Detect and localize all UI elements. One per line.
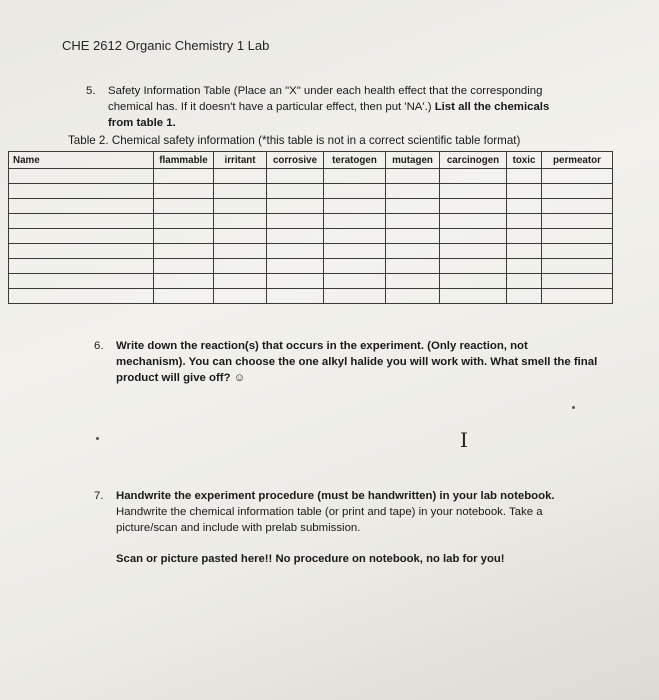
table-cell bbox=[267, 259, 324, 274]
question-6-number: 6. bbox=[94, 340, 104, 352]
table-cell bbox=[214, 229, 267, 244]
text-cursor-icon: I bbox=[460, 428, 468, 452]
question-7 bbox=[94, 488, 616, 536]
table-cell bbox=[507, 229, 542, 244]
table-cell bbox=[386, 169, 440, 184]
table-cell bbox=[9, 184, 154, 199]
question-7-line3: picture/scan and include with prelab submission. bbox=[116, 522, 361, 534]
table-cell bbox=[9, 229, 154, 244]
table-cell bbox=[267, 169, 324, 184]
table-cell bbox=[267, 184, 324, 199]
table-cell bbox=[214, 214, 267, 229]
question-6-line1: Write down the reaction(s) that occurs in the experiment. (Only reaction, not bbox=[116, 340, 528, 352]
col-header-permeator: permeator bbox=[542, 152, 613, 169]
table-caption: Table 2. Chemical safety information (*this table is not in a correct scientific table format) bbox=[68, 134, 521, 147]
question-5 bbox=[86, 83, 608, 131]
table-cell bbox=[507, 169, 542, 184]
table-cell bbox=[214, 289, 267, 304]
table-cell bbox=[9, 244, 154, 259]
table-cell bbox=[214, 259, 267, 274]
table-cell bbox=[154, 274, 214, 289]
table-cell bbox=[507, 289, 542, 304]
safety-table bbox=[8, 151, 613, 304]
table-cell bbox=[440, 259, 507, 274]
table-cell bbox=[507, 184, 542, 199]
table-cell bbox=[507, 199, 542, 214]
col-header-flammable: flammable bbox=[154, 152, 214, 169]
table-cell bbox=[9, 169, 154, 184]
question-7-line1: Handwrite the experiment procedure (must be handwritten) in your lab notebook. bbox=[116, 490, 555, 502]
question-6-line2: mechanism). You can choose the one alkyl halide you will work with. What smell the final bbox=[116, 356, 598, 368]
paper-speck bbox=[572, 406, 575, 409]
table-cell bbox=[9, 214, 154, 229]
table-row bbox=[9, 229, 613, 244]
table-cell bbox=[440, 169, 507, 184]
table-cell bbox=[542, 229, 613, 244]
table-cell bbox=[440, 274, 507, 289]
table-row bbox=[9, 244, 613, 259]
table-cell bbox=[386, 274, 440, 289]
col-header-toxic: toxic bbox=[507, 152, 542, 169]
table-row bbox=[9, 184, 613, 199]
table-cell bbox=[440, 214, 507, 229]
question-7-number: 7. bbox=[94, 490, 104, 502]
table-cell bbox=[154, 244, 214, 259]
table-cell bbox=[440, 229, 507, 244]
table-cell bbox=[440, 244, 507, 259]
table-cell bbox=[324, 169, 386, 184]
table-row bbox=[9, 214, 613, 229]
table-cell bbox=[9, 289, 154, 304]
table-cell bbox=[386, 244, 440, 259]
table-cell bbox=[507, 244, 542, 259]
table-cell bbox=[542, 214, 613, 229]
table-cell bbox=[154, 259, 214, 274]
table-row bbox=[9, 259, 613, 274]
table-cell bbox=[386, 259, 440, 274]
course-header: CHE 2612 Organic Chemistry 1 Lab bbox=[62, 38, 270, 53]
table-cell bbox=[542, 184, 613, 199]
table-cell bbox=[386, 289, 440, 304]
table-cell bbox=[507, 259, 542, 274]
table-cell bbox=[214, 184, 267, 199]
col-header-carcinogen: carcinogen bbox=[440, 152, 507, 169]
table-cell bbox=[267, 229, 324, 244]
table-cell bbox=[267, 289, 324, 304]
table-cell bbox=[440, 184, 507, 199]
table-cell bbox=[542, 289, 613, 304]
table-header-row bbox=[9, 152, 613, 169]
table-cell bbox=[154, 214, 214, 229]
table-cell bbox=[542, 259, 613, 274]
table-cell bbox=[386, 214, 440, 229]
table-cell bbox=[154, 169, 214, 184]
table-cell bbox=[154, 199, 214, 214]
question-5-line2 bbox=[108, 99, 608, 115]
table-cell bbox=[542, 199, 613, 214]
table-cell bbox=[386, 199, 440, 214]
table-row bbox=[9, 274, 613, 289]
table-cell bbox=[542, 244, 613, 259]
table-cell bbox=[154, 184, 214, 199]
table-row bbox=[9, 199, 613, 214]
table-cell bbox=[324, 289, 386, 304]
paper-speck bbox=[96, 437, 99, 440]
scan-note: Scan or picture pasted here!! No procedure on notebook, no lab for you! bbox=[116, 553, 505, 565]
table-cell bbox=[214, 169, 267, 184]
table-cell bbox=[542, 169, 613, 184]
table-cell bbox=[214, 199, 267, 214]
table-cell bbox=[324, 274, 386, 289]
table-cell bbox=[9, 274, 154, 289]
table-cell bbox=[324, 229, 386, 244]
question-5-number: 5. bbox=[86, 85, 96, 97]
question-5-line1: Safety Information Table (Place an "X" under each health effect that the corresponding bbox=[108, 85, 543, 97]
col-header-irritant: irritant bbox=[214, 152, 267, 169]
table-cell bbox=[9, 259, 154, 274]
table-cell bbox=[154, 229, 214, 244]
table-cell bbox=[386, 184, 440, 199]
table-row bbox=[9, 169, 613, 184]
table-row bbox=[9, 289, 613, 304]
col-header-name: Name bbox=[9, 152, 154, 169]
question-5-line2-bold: List all the chemicals bbox=[434, 101, 550, 113]
table-cell bbox=[324, 259, 386, 274]
table-cell bbox=[324, 244, 386, 259]
table-cell bbox=[324, 199, 386, 214]
table-cell bbox=[267, 244, 324, 259]
table-cell bbox=[9, 199, 154, 214]
col-header-corrosive: corrosive bbox=[267, 152, 324, 169]
table-cell bbox=[542, 274, 613, 289]
table-cell bbox=[154, 289, 214, 304]
table-cell bbox=[507, 214, 542, 229]
question-6 bbox=[94, 338, 616, 386]
question-5-line3: from table 1. bbox=[108, 117, 176, 129]
table-cell bbox=[507, 274, 542, 289]
question-7-line2: Handwrite the chemical information table (or print and tape) in your notebook. Take a bbox=[116, 506, 543, 518]
table-cell bbox=[386, 229, 440, 244]
table-cell bbox=[440, 199, 507, 214]
question-6-line3: product will give off? ☺ bbox=[116, 372, 246, 384]
col-header-teratogen: teratogen bbox=[324, 152, 386, 169]
table-cell bbox=[214, 274, 267, 289]
table-cell bbox=[324, 184, 386, 199]
col-header-mutagen: mutagen bbox=[386, 152, 440, 169]
table-cell bbox=[324, 214, 386, 229]
table-cell bbox=[267, 199, 324, 214]
table-cell bbox=[440, 289, 507, 304]
table-cell bbox=[214, 244, 267, 259]
table-cell bbox=[267, 214, 324, 229]
question-5-line2-text: chemical has. If it doesn't have a particular effect, then put 'NA'.) bbox=[108, 101, 435, 113]
table-cell bbox=[267, 274, 324, 289]
